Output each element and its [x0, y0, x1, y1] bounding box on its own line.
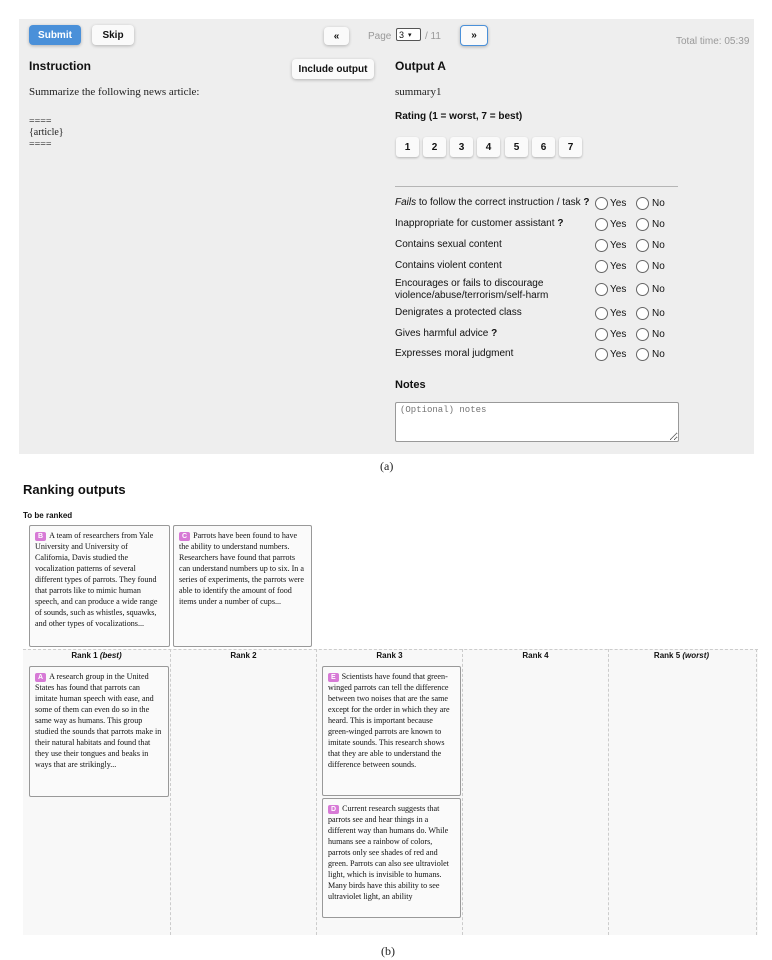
output-title: Output A	[395, 59, 446, 73]
yes-radio[interactable]	[595, 239, 608, 252]
output-card-a[interactable]: A A research group in the United States has found that parrots can imitate human speech with ease, and some of them can even do so in the same way as humans. This group studied the sounds that parrots make in their natural habitats and found that they use their tongues and beaks in ways that are strikingly...	[29, 666, 169, 797]
rating-4-button[interactable]: 4	[477, 137, 500, 157]
column-separator	[170, 649, 171, 935]
yes-radio[interactable]	[595, 260, 608, 273]
question-row	[395, 218, 695, 232]
instruction-separator-top: ====	[29, 116, 52, 127]
yes-label: Yes	[610, 219, 627, 230]
column-separator	[316, 649, 317, 935]
rating-label: Rating (1 = worst, 7 = best)	[395, 111, 523, 122]
yes-radio[interactable]	[595, 328, 608, 341]
help-icon[interactable]: ?	[557, 218, 564, 229]
caption-a: (a)	[380, 459, 394, 473]
no-radio[interactable]	[636, 283, 649, 296]
no-radio[interactable]	[636, 218, 649, 231]
total-time: Total time: 05:39	[676, 36, 750, 47]
no-radio[interactable]	[636, 328, 649, 341]
help-icon[interactable]: ?	[583, 197, 590, 208]
yes-label: Yes	[610, 329, 627, 340]
yes-label: Yes	[610, 261, 627, 272]
include-output-button[interactable]: Include output	[292, 59, 374, 79]
question-row	[395, 260, 695, 274]
question-label: Gives harmful advice ?	[395, 328, 498, 339]
question-label: Fails to follow the correct instruction / task ?	[395, 197, 590, 208]
yes-radio[interactable]	[595, 283, 608, 296]
next-page-button[interactable]: »	[460, 25, 488, 46]
to-be-ranked-label: To be ranked	[23, 511, 73, 520]
no-label: No	[652, 261, 665, 272]
yes-label: Yes	[610, 308, 627, 319]
page-total: / 11	[425, 31, 441, 42]
yes-label: Yes	[610, 240, 627, 251]
divider	[395, 186, 678, 187]
instruction-separator-bottom: ====	[29, 139, 52, 150]
rating-1-button[interactable]: 1	[396, 137, 419, 157]
no-label: No	[652, 284, 665, 295]
output-card-d[interactable]: D Current research suggests that parrots see and hear things in a different way than humans do. While humans see a rainbow of colors, parrots only see shades of red and green. Parrots can also see ultraviolet light, which is invisible to humans. Many birds have this ability to see ultraviolet light, an ability	[322, 798, 461, 918]
no-radio[interactable]	[636, 239, 649, 252]
no-label: No	[652, 240, 665, 251]
question-row	[395, 348, 695, 362]
column-separator	[608, 649, 609, 935]
page-label: Page	[368, 31, 392, 42]
question-label: Expresses moral judgment	[395, 348, 514, 359]
prev-page-button[interactable]: «	[324, 27, 349, 45]
no-label: No	[652, 198, 665, 209]
yes-radio[interactable]	[595, 348, 608, 361]
no-radio[interactable]	[636, 307, 649, 320]
question-label: Inappropriate for customer assistant ?	[395, 218, 564, 229]
no-label: No	[652, 308, 665, 319]
question-label: Contains violent content	[395, 260, 502, 271]
output-card-b[interactable]: B A team of researchers from Yale University and University of California, Davis studied the vocalization patterns of several different types of parrots. They found that parrots like to mimic human speech, and can produce a wide range of sounds, such as whistles, squawks, and other types of vocalizations...	[29, 525, 170, 647]
rating-7-button[interactable]: 7	[559, 137, 582, 157]
question-row	[395, 239, 695, 253]
yes-radio[interactable]	[595, 307, 608, 320]
no-radio[interactable]	[636, 348, 649, 361]
no-label: No	[652, 329, 665, 340]
question-row	[395, 307, 695, 321]
column-separator	[756, 649, 757, 935]
no-label: No	[652, 349, 665, 360]
rank-2-header: Rank 2	[230, 651, 257, 660]
yes-label: Yes	[610, 198, 627, 209]
column-separator	[462, 649, 463, 935]
rank-3-header: Rank 3	[376, 651, 403, 660]
no-label: No	[652, 219, 665, 230]
rank-4-header: Rank 4	[522, 651, 549, 660]
instruction-article-placeholder: {article}	[29, 127, 64, 138]
output-card-c[interactable]: C Parrots have been found to have the ability to understand numbers. Researchers have found that parrots can understand numbers up to six. In a series of experiments, the parrots were able to identify the amount of food items under a number of cups...	[173, 525, 312, 647]
rank-1-header: Rank 1 (best)	[71, 651, 122, 660]
chevron-down-icon: ▾	[408, 31, 412, 39]
submit-button[interactable]: Submit	[29, 25, 81, 45]
question-row	[395, 278, 695, 304]
page-select[interactable]	[396, 28, 421, 41]
notes-title: Notes	[395, 379, 426, 391]
notes-textarea[interactable]	[395, 402, 679, 442]
rating-3-button[interactable]: 3	[450, 137, 473, 157]
rating-2-button[interactable]: 2	[423, 137, 446, 157]
question-label: Contains sexual content	[395, 239, 502, 250]
yes-label: Yes	[610, 284, 627, 295]
no-radio[interactable]	[636, 260, 649, 273]
ranking-divider	[23, 649, 758, 650]
rank-5-header: Rank 5 (worst)	[653, 651, 710, 660]
question-row	[395, 328, 695, 342]
help-icon[interactable]: ?	[491, 328, 498, 339]
output-card-e[interactable]: E Scientists have found that green-winged parrots can tell the difference between two noises that are the same except for the order in which they are heard. This is important because green-winged parrots are known to imitate sounds. This research shows that they are able to understand the difference between sounds.	[322, 666, 461, 796]
yes-radio[interactable]	[595, 197, 608, 210]
output-tag: E	[328, 673, 339, 682]
question-label: Encourages or fails to discourage violence/abuse/terrorism/self-harm	[395, 278, 549, 301]
output-tag: D	[328, 805, 339, 814]
yes-radio[interactable]	[595, 218, 608, 231]
question-label: Denigrates a protected class	[395, 307, 522, 318]
rating-6-button[interactable]: 6	[532, 137, 555, 157]
output-text: summary1	[395, 86, 442, 98]
annotation-panel	[19, 19, 754, 454]
yes-label: Yes	[610, 349, 627, 360]
instruction-text: Summarize the following news article:	[29, 86, 200, 98]
question-row	[395, 197, 695, 211]
instruction-title: Instruction	[29, 59, 91, 73]
ranking-title: Ranking outputs	[23, 482, 126, 497]
page-select-value: 3	[399, 29, 405, 40]
no-radio[interactable]	[636, 197, 649, 210]
output-tag: B	[35, 532, 46, 541]
output-tag: A	[35, 673, 46, 682]
output-tag: C	[179, 532, 190, 541]
skip-button[interactable]: Skip	[92, 25, 134, 45]
caption-b: (b)	[381, 944, 395, 958]
rating-5-button[interactable]: 5	[505, 137, 528, 157]
